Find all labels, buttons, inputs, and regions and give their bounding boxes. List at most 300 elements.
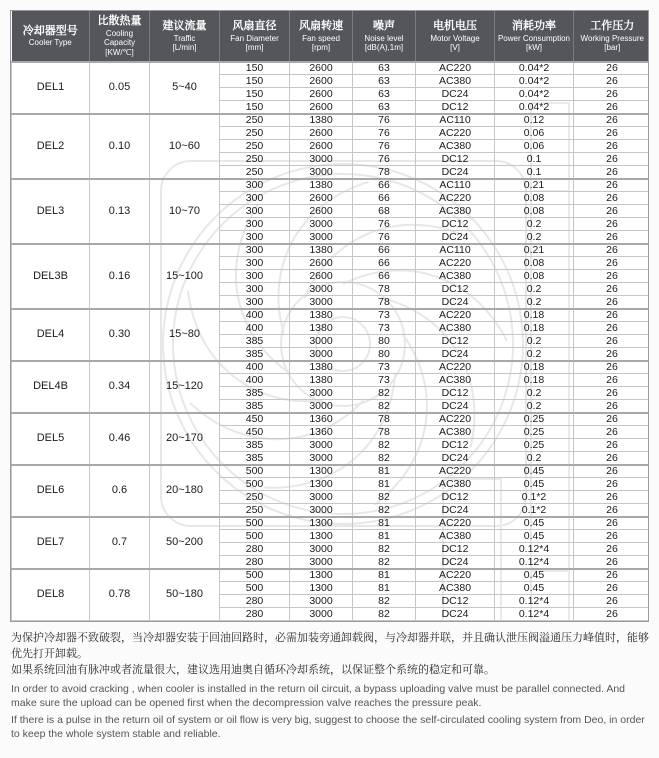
table-row [12, 244, 650, 257]
pressure-cell: 26 [574, 608, 650, 621]
capacity-cell: 0.10 [90, 114, 150, 179]
power-cell: 0.1*2 [495, 504, 574, 517]
power-cell: 0.21 [495, 179, 574, 192]
fan-speed-cell: 2600 [290, 205, 353, 218]
table-header [12, 11, 650, 62]
fan-speed-cell: 2600 [290, 75, 353, 88]
fan-diameter-cell: 280 [220, 608, 290, 621]
fan-diameter-cell: 300 [220, 231, 290, 244]
fan-speed-cell: 3000 [290, 218, 353, 231]
noise-cell: 66 [353, 257, 416, 270]
voltage-cell: DC12 [416, 153, 495, 166]
pressure-cell: 26 [574, 62, 650, 75]
fan-diameter-cell: 250 [220, 504, 290, 517]
fan-speed-cell: 3000 [290, 491, 353, 504]
fan-diameter-cell: 250 [220, 114, 290, 127]
pressure-cell: 26 [574, 127, 650, 140]
header-unit-label: [L/min] [172, 43, 197, 53]
power-cell: 0.45 [495, 517, 574, 530]
fan-speed-cell: 2600 [290, 140, 353, 153]
voltage-cell: AC220 [416, 517, 495, 530]
fan-speed-cell: 3000 [290, 556, 353, 569]
pressure-cell: 26 [574, 465, 650, 478]
header-unit-label: [dB(A),1m] [364, 43, 404, 53]
note-english-line2: If there is a pulse in the return oil of system or oil flow is very big, suggest to choose the self-circulated cooling system from Deo, in order to keep the whole system stable and reliable. [11, 714, 645, 741]
fan-diameter-cell: 450 [220, 413, 290, 426]
fan-diameter-cell: 300 [220, 205, 290, 218]
noise-cell: 63 [353, 101, 416, 114]
header-en-label: Motor Voltage [430, 33, 480, 43]
pressure-cell: 26 [574, 582, 650, 595]
note-chinese-line2: 如果系统回油有脉冲或者流量很大，建议选用迪奥自循环冷却系统，以保证整个系统的稳定和可靠。 [11, 663, 495, 676]
header-unit-label: [mm] [245, 43, 264, 53]
power-cell: 0.45 [495, 582, 574, 595]
power-cell: 0.12 [495, 114, 574, 127]
voltage-cell: DC24 [416, 348, 495, 361]
traffic-cell: 15~120 [150, 361, 220, 413]
fan-speed-cell: 1300 [290, 465, 353, 478]
noise-cell: 73 [353, 361, 416, 374]
voltage-cell: DC12 [416, 218, 495, 231]
fan-speed-cell: 2600 [290, 88, 353, 101]
power-cell: 0.21 [495, 244, 574, 257]
header-zh-label: 冷却器型号 [22, 24, 78, 37]
voltage-cell: DC12 [416, 283, 495, 296]
noise-cell: 81 [353, 517, 416, 530]
noise-cell: 82 [353, 387, 416, 400]
column-header-noise-level [353, 11, 416, 62]
fan-diameter-cell: 300 [220, 270, 290, 283]
noise-cell: 66 [353, 270, 416, 283]
voltage-cell: DC12 [416, 543, 495, 556]
power-cell: 0.45 [495, 569, 574, 582]
pressure-cell: 26 [574, 283, 650, 296]
fan-diameter-cell: 385 [220, 335, 290, 348]
fan-speed-cell: 3000 [290, 296, 353, 309]
capacity-cell: 0.30 [90, 309, 150, 361]
fan-diameter-cell: 300 [220, 296, 290, 309]
model-cell: DEL3 [12, 179, 90, 244]
voltage-cell: DC12 [416, 439, 495, 452]
power-cell: 0.45 [495, 530, 574, 543]
pressure-cell: 26 [574, 400, 650, 413]
column-header-cooling-capacity [90, 11, 150, 62]
noise-cell: 82 [353, 608, 416, 621]
header-en-label: Traffic [173, 33, 196, 43]
noise-cell: 81 [353, 582, 416, 595]
traffic-cell: 50~200 [150, 517, 220, 569]
power-cell: 0.12*4 [495, 595, 574, 608]
fan-speed-cell: 3000 [290, 504, 353, 517]
power-cell: 0.06 [495, 140, 574, 153]
header-unit-label: [KW/℃] [105, 47, 134, 57]
fan-diameter-cell: 150 [220, 88, 290, 101]
power-cell: 0.18 [495, 309, 574, 322]
noise-cell: 81 [353, 530, 416, 543]
voltage-cell: AC220 [416, 127, 495, 140]
fan-speed-cell: 2600 [290, 257, 353, 270]
pressure-cell: 26 [574, 218, 650, 231]
noise-cell: 81 [353, 465, 416, 478]
traffic-cell: 5~40 [150, 62, 220, 114]
fan-speed-cell: 2600 [290, 270, 353, 283]
pressure-cell: 26 [574, 595, 650, 608]
power-cell: 0.1 [495, 153, 574, 166]
cooler-spec-table-container [10, 10, 649, 622]
fan-speed-cell: 3000 [290, 153, 353, 166]
fan-speed-cell: 1300 [290, 530, 353, 543]
column-header-working-pressure [574, 11, 650, 62]
header-unit-label: [V] [450, 43, 460, 53]
noise-cell: 81 [353, 569, 416, 582]
header-row [12, 11, 650, 62]
fan-speed-cell: 3000 [290, 231, 353, 244]
voltage-cell: AC380 [416, 140, 495, 153]
noise-cell: 78 [353, 166, 416, 179]
capacity-cell: 0.05 [90, 62, 150, 114]
fan-speed-cell: 1380 [290, 114, 353, 127]
column-header-fan-diameter [220, 11, 290, 62]
model-cell: DEL4 [12, 309, 90, 361]
pressure-cell: 26 [574, 192, 650, 205]
power-cell: 0.2 [495, 387, 574, 400]
table-row [12, 179, 650, 192]
noise-cell: 66 [353, 244, 416, 257]
header-zh-label: 风扇转速 [299, 19, 343, 32]
fan-diameter-cell: 250 [220, 153, 290, 166]
fan-diameter-cell: 500 [220, 517, 290, 530]
capacity-cell: 0.34 [90, 361, 150, 413]
fan-speed-cell: 3000 [290, 439, 353, 452]
fan-diameter-cell: 400 [220, 322, 290, 335]
fan-diameter-cell: 280 [220, 543, 290, 556]
voltage-cell: AC220 [416, 192, 495, 205]
voltage-cell: DC24 [416, 88, 495, 101]
fan-diameter-cell: 280 [220, 595, 290, 608]
voltage-cell: AC220 [416, 569, 495, 582]
voltage-cell: DC24 [416, 504, 495, 517]
voltage-cell: DC12 [416, 335, 495, 348]
power-cell: 0.12*4 [495, 608, 574, 621]
noise-cell: 66 [353, 179, 416, 192]
noise-cell: 63 [353, 75, 416, 88]
power-cell: 0.25 [495, 426, 574, 439]
pressure-cell: 26 [574, 348, 650, 361]
table-row [12, 309, 650, 322]
voltage-cell: AC220 [416, 62, 495, 75]
voltage-cell: AC380 [416, 205, 495, 218]
table-row [12, 114, 650, 127]
fan-diameter-cell: 250 [220, 127, 290, 140]
header-zh-label: 电机电压 [433, 19, 477, 32]
traffic-cell: 50~180 [150, 569, 220, 621]
fan-speed-cell: 1380 [290, 374, 353, 387]
noise-cell: 63 [353, 88, 416, 101]
noise-cell: 78 [353, 283, 416, 296]
capacity-cell: 0.16 [90, 244, 150, 309]
capacity-cell: 0.6 [90, 465, 150, 517]
fan-diameter-cell: 280 [220, 556, 290, 569]
fan-speed-cell: 1360 [290, 413, 353, 426]
model-cell: DEL2 [12, 114, 90, 179]
table-row [12, 62, 650, 75]
fan-diameter-cell: 500 [220, 465, 290, 478]
fan-diameter-cell: 300 [220, 283, 290, 296]
fan-diameter-cell: 385 [220, 400, 290, 413]
fan-diameter-cell: 150 [220, 101, 290, 114]
power-cell: 0.2 [495, 400, 574, 413]
fan-diameter-cell: 400 [220, 374, 290, 387]
header-zh-label: 噪声 [373, 19, 395, 32]
fan-speed-cell: 1380 [290, 244, 353, 257]
pressure-cell: 26 [574, 478, 650, 491]
noise-cell: 82 [353, 400, 416, 413]
power-cell: 0.2 [495, 231, 574, 244]
noise-cell: 76 [353, 231, 416, 244]
pressure-cell: 26 [574, 543, 650, 556]
fan-diameter-cell: 500 [220, 530, 290, 543]
voltage-cell: DC24 [416, 608, 495, 621]
fan-diameter-cell: 250 [220, 491, 290, 504]
fan-speed-cell: 3000 [290, 452, 353, 465]
header-en-label: Working Pressure [580, 33, 644, 43]
fan-diameter-cell: 300 [220, 179, 290, 192]
power-cell: 0.45 [495, 465, 574, 478]
model-cell: DEL8 [12, 569, 90, 621]
voltage-cell: DC24 [416, 231, 495, 244]
fan-diameter-cell: 400 [220, 361, 290, 374]
voltage-cell: AC380 [416, 75, 495, 88]
traffic-cell: 20~180 [150, 465, 220, 517]
pressure-cell: 26 [574, 569, 650, 582]
voltage-cell: AC380 [416, 426, 495, 439]
capacity-cell: 0.7 [90, 517, 150, 569]
table-row [12, 361, 650, 374]
header-unit-label: [bar] [604, 43, 621, 53]
fan-diameter-cell: 300 [220, 218, 290, 231]
pressure-cell: 26 [574, 114, 650, 127]
fan-diameter-cell: 150 [220, 75, 290, 88]
fan-diameter-cell: 400 [220, 309, 290, 322]
header-en-label: Fan Diameter [230, 33, 279, 43]
power-cell: 0.08 [495, 270, 574, 283]
fan-speed-cell: 2600 [290, 62, 353, 75]
noise-cell: 73 [353, 322, 416, 335]
power-cell: 0.45 [495, 478, 574, 491]
fan-speed-cell: 3000 [290, 283, 353, 296]
pressure-cell: 26 [574, 101, 650, 114]
power-cell: 0.2 [495, 296, 574, 309]
noise-cell: 82 [353, 543, 416, 556]
pressure-cell: 26 [574, 153, 650, 166]
fan-diameter-cell: 250 [220, 140, 290, 153]
noise-cell: 82 [353, 595, 416, 608]
header-zh-label: 消耗功率 [512, 19, 556, 32]
fan-speed-cell: 3000 [290, 348, 353, 361]
noise-cell: 76 [353, 140, 416, 153]
note-chinese-line1: 为保护冷却器不致破裂，当冷却器安装于回油回路时，必需加装旁通卸载阀，与冷却器并联，并且确认泄压阀溢通压力峰值时，能够优先打开卸载。 [11, 632, 649, 660]
voltage-cell: AC380 [416, 270, 495, 283]
pressure-cell: 26 [574, 439, 650, 452]
pressure-cell: 26 [574, 374, 650, 387]
voltage-cell: DC12 [416, 595, 495, 608]
fan-diameter-cell: 500 [220, 569, 290, 582]
noise-cell: 76 [353, 153, 416, 166]
noise-cell: 82 [353, 556, 416, 569]
fan-diameter-cell: 150 [220, 62, 290, 75]
model-cell: DEL1 [12, 62, 90, 114]
power-cell: 0.12*4 [495, 543, 574, 556]
header-en-label: Fan speed [302, 33, 340, 43]
power-cell: 0.12*4 [495, 556, 574, 569]
voltage-cell: AC110 [416, 179, 495, 192]
fan-speed-cell: 1300 [290, 478, 353, 491]
power-cell: 0.2 [495, 335, 574, 348]
voltage-cell: AC110 [416, 244, 495, 257]
header-zh-label: 工作压力 [590, 19, 635, 32]
fan-speed-cell: 1380 [290, 322, 353, 335]
pressure-cell: 26 [574, 322, 650, 335]
column-header-cooler-type [12, 11, 90, 62]
noise-cell: 76 [353, 218, 416, 231]
voltage-cell: DC12 [416, 101, 495, 114]
column-header-power-consumption [495, 11, 574, 62]
power-cell: 0.2 [495, 348, 574, 361]
fan-speed-cell: 1300 [290, 517, 353, 530]
voltage-cell: AC220 [416, 413, 495, 426]
power-cell: 0.1 [495, 166, 574, 179]
model-cell: DEL3B [12, 244, 90, 309]
noise-cell: 63 [353, 62, 416, 75]
model-cell: DEL7 [12, 517, 90, 569]
pressure-cell: 26 [574, 452, 650, 465]
fan-diameter-cell: 250 [220, 166, 290, 179]
voltage-cell: DC24 [416, 556, 495, 569]
fan-speed-cell: 1300 [290, 569, 353, 582]
voltage-cell: AC220 [416, 361, 495, 374]
fan-speed-cell: 1380 [290, 361, 353, 374]
fan-diameter-cell: 500 [220, 478, 290, 491]
fan-speed-cell: 2600 [290, 101, 353, 114]
header-zh-label: 建议流量 [162, 19, 207, 32]
power-cell: 0.18 [495, 322, 574, 335]
voltage-cell: DC24 [416, 166, 495, 179]
voltage-cell: AC380 [416, 582, 495, 595]
fan-speed-cell: 3000 [290, 387, 353, 400]
header-en-label: Cooling Capacity [103, 28, 136, 48]
table-row [12, 413, 650, 426]
traffic-cell: 15~80 [150, 309, 220, 361]
noise-cell: 81 [353, 478, 416, 491]
pressure-cell: 26 [574, 387, 650, 400]
voltage-cell: AC110 [416, 114, 495, 127]
pressure-cell: 26 [574, 335, 650, 348]
fan-speed-cell: 3000 [290, 166, 353, 179]
pressure-cell: 26 [574, 257, 650, 270]
traffic-cell: 10~60 [150, 114, 220, 179]
pressure-cell: 26 [574, 88, 650, 101]
pressure-cell: 26 [574, 75, 650, 88]
pressure-cell: 26 [574, 361, 650, 374]
fan-diameter-cell: 385 [220, 439, 290, 452]
capacity-cell: 0.46 [90, 413, 150, 465]
voltage-cell: DC12 [416, 491, 495, 504]
table-row [12, 517, 650, 530]
fan-diameter-cell: 385 [220, 452, 290, 465]
voltage-cell: AC380 [416, 374, 495, 387]
noise-cell: 82 [353, 439, 416, 452]
voltage-cell: DC24 [416, 296, 495, 309]
spec-table-body [12, 62, 650, 621]
noise-cell: 78 [353, 296, 416, 309]
column-header-fan-speed [290, 11, 353, 62]
column-header-traffic [150, 11, 220, 62]
pressure-cell: 26 [574, 556, 650, 569]
fan-speed-cell: 2600 [290, 192, 353, 205]
pressure-cell: 26 [574, 244, 650, 257]
pressure-cell: 26 [574, 179, 650, 192]
power-cell: 0.04*2 [495, 62, 574, 75]
voltage-cell: AC220 [416, 309, 495, 322]
pressure-cell: 26 [574, 296, 650, 309]
column-header-motor-voltage [416, 11, 495, 62]
power-cell: 0.2 [495, 218, 574, 231]
pressure-cell: 26 [574, 413, 650, 426]
power-cell: 0.08 [495, 257, 574, 270]
power-cell: 0.08 [495, 205, 574, 218]
table-row [12, 569, 650, 582]
power-cell: 0.08 [495, 192, 574, 205]
power-cell: 0.1*2 [495, 491, 574, 504]
fan-diameter-cell: 300 [220, 244, 290, 257]
model-cell: DEL4B [12, 361, 90, 413]
power-cell: 0.25 [495, 439, 574, 452]
noise-cell: 76 [353, 114, 416, 127]
fan-speed-cell: 3000 [290, 400, 353, 413]
note-english-line1: In order to avoid cracking , when cooler is installed in the return oil circuit, a bypass uploading valve must be parallel connected. And make sure the upload can be opened first when the decompression valve reaches the pressure peak. [11, 682, 626, 710]
power-cell: 0.04*2 [495, 88, 574, 101]
fan-diameter-cell: 300 [220, 192, 290, 205]
noise-cell: 82 [353, 491, 416, 504]
power-cell: 0.18 [495, 374, 574, 387]
noise-cell: 80 [353, 348, 416, 361]
pressure-cell: 26 [574, 309, 650, 322]
fan-speed-cell: 1380 [290, 179, 353, 192]
cooler-spec-table [11, 11, 649, 621]
voltage-cell: AC380 [416, 530, 495, 543]
pressure-cell: 26 [574, 517, 650, 530]
noise-cell: 66 [353, 192, 416, 205]
capacity-cell: 0.13 [90, 179, 150, 244]
header-unit-label: [kW] [526, 43, 542, 53]
header-en-label: Power Consumption [497, 33, 571, 43]
fan-diameter-cell: 385 [220, 348, 290, 361]
pressure-cell: 26 [574, 270, 650, 283]
noise-cell: 78 [353, 413, 416, 426]
voltage-cell: AC220 [416, 465, 495, 478]
header-zh-label: 比散热量 [97, 15, 142, 27]
fan-speed-cell: 1360 [290, 426, 353, 439]
header-zh-label: 风扇直径 [232, 19, 277, 32]
pressure-cell: 26 [574, 205, 650, 218]
traffic-cell: 20~170 [150, 413, 220, 465]
voltage-cell: AC380 [416, 322, 495, 335]
fan-diameter-cell: 500 [220, 582, 290, 595]
header-unit-label: [rpm] [311, 43, 331, 53]
pressure-cell: 26 [574, 231, 650, 244]
fan-speed-cell: 2600 [290, 127, 353, 140]
noise-cell: 76 [353, 127, 416, 140]
